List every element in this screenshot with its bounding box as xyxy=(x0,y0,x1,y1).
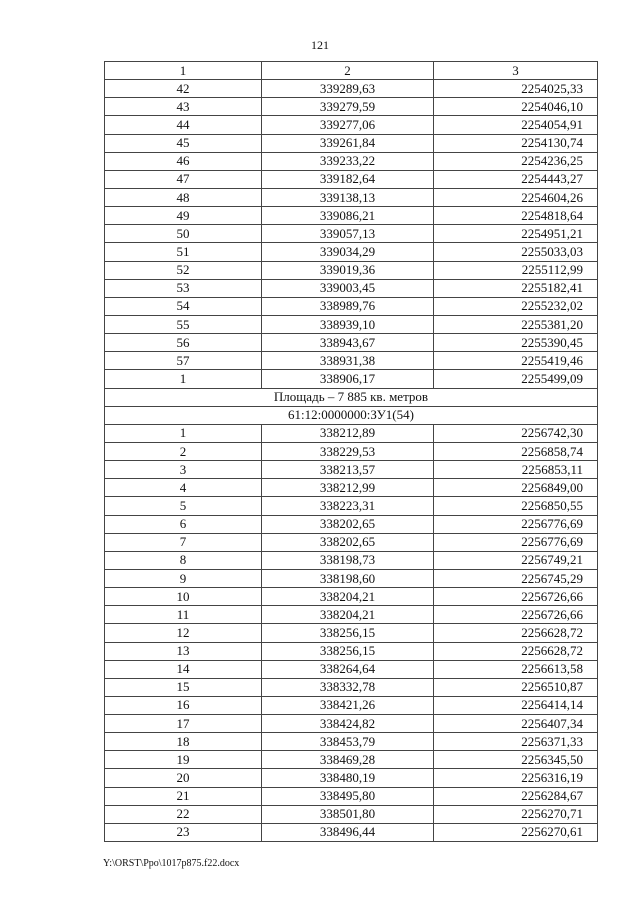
area-caption-row xyxy=(105,388,598,406)
table-row xyxy=(105,787,598,805)
point-number-cell: 5 xyxy=(105,497,262,515)
x-coordinate-cell: 338212,89 xyxy=(262,424,434,442)
table-row xyxy=(105,805,598,823)
parcel-id-caption: 61:12:0000000:ЗУ1(54) xyxy=(105,406,598,424)
y-coordinate-cell: 2255419,46 xyxy=(434,352,598,370)
y-coordinate-cell: 2255182,41 xyxy=(434,279,598,297)
table-row xyxy=(105,80,598,98)
y-coordinate-cell: 2256628,72 xyxy=(434,624,598,642)
y-coordinate-cell: 2255381,20 xyxy=(434,315,598,333)
table-row xyxy=(105,261,598,279)
point-number-cell: 13 xyxy=(105,642,262,660)
x-coordinate-cell: 338204,21 xyxy=(262,588,434,606)
y-coordinate-cell: 2255033,03 xyxy=(434,243,598,261)
table-row xyxy=(105,660,598,678)
table-row xyxy=(105,116,598,134)
y-coordinate-cell: 2254604,26 xyxy=(434,188,598,206)
table-row xyxy=(105,424,598,442)
point-number-cell: 10 xyxy=(105,588,262,606)
point-number-cell: 4 xyxy=(105,479,262,497)
point-number-cell: 48 xyxy=(105,188,262,206)
x-coordinate-cell: 338943,67 xyxy=(262,334,434,352)
footer-file-path: Y:\ORST\Ppo\1017p875.f22.docx xyxy=(103,858,240,869)
x-coordinate-cell: 338480,19 xyxy=(262,769,434,787)
table-row xyxy=(105,769,598,787)
table-row xyxy=(105,188,598,206)
y-coordinate-cell: 2254236,25 xyxy=(434,152,598,170)
table-row xyxy=(105,352,598,370)
table-row xyxy=(105,225,598,243)
y-coordinate-cell: 2256628,72 xyxy=(434,642,598,660)
table-row xyxy=(105,243,598,261)
y-coordinate-cell: 2256849,00 xyxy=(434,479,598,497)
x-coordinate-cell: 338256,15 xyxy=(262,624,434,642)
table-row xyxy=(105,733,598,751)
point-number-cell: 55 xyxy=(105,315,262,333)
point-number-cell: 16 xyxy=(105,696,262,714)
x-coordinate-cell: 338204,21 xyxy=(262,606,434,624)
point-number-cell: 1 xyxy=(105,370,262,388)
x-coordinate-cell: 339261,84 xyxy=(262,134,434,152)
table-row xyxy=(105,696,598,714)
point-number-cell: 9 xyxy=(105,569,262,587)
x-coordinate-cell: 338453,79 xyxy=(262,733,434,751)
parcel-id-caption-row xyxy=(105,406,598,424)
x-coordinate-cell: 338198,73 xyxy=(262,551,434,569)
table-row xyxy=(105,497,598,515)
x-coordinate-cell: 339233,22 xyxy=(262,152,434,170)
point-number-cell: 23 xyxy=(105,823,262,841)
y-coordinate-cell: 2256371,33 xyxy=(434,733,598,751)
point-number-cell: 19 xyxy=(105,751,262,769)
y-coordinate-cell: 2256270,71 xyxy=(434,805,598,823)
x-coordinate-cell: 338212,99 xyxy=(262,479,434,497)
y-coordinate-cell: 2256345,50 xyxy=(434,751,598,769)
table-header-row xyxy=(105,62,598,80)
table-row xyxy=(105,98,598,116)
table-row xyxy=(105,588,598,606)
table-row xyxy=(105,315,598,333)
table-row xyxy=(105,515,598,533)
table-row xyxy=(105,207,598,225)
point-number-cell: 47 xyxy=(105,170,262,188)
x-coordinate-cell: 338501,80 xyxy=(262,805,434,823)
x-coordinate-cell: 338198,60 xyxy=(262,569,434,587)
table-row xyxy=(105,170,598,188)
y-coordinate-cell: 2256613,58 xyxy=(434,660,598,678)
y-coordinate-cell: 2256316,19 xyxy=(434,769,598,787)
point-number-cell: 2 xyxy=(105,442,262,460)
y-coordinate-cell: 2256742,30 xyxy=(434,424,598,442)
point-number-cell: 42 xyxy=(105,80,262,98)
y-coordinate-cell: 2256270,61 xyxy=(434,823,598,841)
x-coordinate-cell: 338332,78 xyxy=(262,678,434,696)
x-coordinate-cell: 338931,38 xyxy=(262,352,434,370)
y-coordinate-cell: 2256749,21 xyxy=(434,551,598,569)
point-number-cell: 11 xyxy=(105,606,262,624)
table-row xyxy=(105,370,598,388)
y-coordinate-cell: 2254025,33 xyxy=(434,80,598,98)
x-coordinate-cell: 338496,44 xyxy=(262,823,434,841)
y-coordinate-cell: 2256726,66 xyxy=(434,588,598,606)
x-coordinate-cell: 339003,45 xyxy=(262,279,434,297)
y-coordinate-cell: 2255232,02 xyxy=(434,297,598,315)
x-coordinate-cell: 338421,26 xyxy=(262,696,434,714)
x-coordinate-cell: 338202,65 xyxy=(262,533,434,551)
point-number-cell: 44 xyxy=(105,116,262,134)
header-col-1: 1 xyxy=(105,62,262,80)
x-coordinate-cell: 338202,65 xyxy=(262,515,434,533)
y-coordinate-cell: 2254046,10 xyxy=(434,98,598,116)
point-number-cell: 17 xyxy=(105,715,262,733)
point-number-cell: 12 xyxy=(105,624,262,642)
table-row xyxy=(105,152,598,170)
x-coordinate-cell: 339279,59 xyxy=(262,98,434,116)
y-coordinate-cell: 2256414,14 xyxy=(434,696,598,714)
point-number-cell: 45 xyxy=(105,134,262,152)
y-coordinate-cell: 2255499,09 xyxy=(434,370,598,388)
point-number-cell: 43 xyxy=(105,98,262,116)
table-row xyxy=(105,624,598,642)
x-coordinate-cell: 339182,64 xyxy=(262,170,434,188)
point-number-cell: 52 xyxy=(105,261,262,279)
table-row xyxy=(105,297,598,315)
x-coordinate-cell: 338469,28 xyxy=(262,751,434,769)
table-row xyxy=(105,823,598,841)
area-caption: Площадь – 7 885 кв. метров xyxy=(105,388,598,406)
x-coordinate-cell: 338229,53 xyxy=(262,442,434,460)
x-coordinate-cell: 339086,21 xyxy=(262,207,434,225)
x-coordinate-cell: 338264,64 xyxy=(262,660,434,678)
x-coordinate-cell: 339138,13 xyxy=(262,188,434,206)
point-number-cell: 1 xyxy=(105,424,262,442)
y-coordinate-cell: 2256776,69 xyxy=(434,515,598,533)
point-number-cell: 21 xyxy=(105,787,262,805)
x-coordinate-cell: 339289,63 xyxy=(262,80,434,98)
y-coordinate-cell: 2254443,27 xyxy=(434,170,598,188)
header-col-2: 2 xyxy=(262,62,434,80)
table-row xyxy=(105,134,598,152)
table-row xyxy=(105,442,598,460)
table-row xyxy=(105,334,598,352)
table-row xyxy=(105,461,598,479)
point-number-cell: 8 xyxy=(105,551,262,569)
y-coordinate-cell: 2256858,74 xyxy=(434,442,598,460)
y-coordinate-cell: 2256776,69 xyxy=(434,533,598,551)
point-number-cell: 14 xyxy=(105,660,262,678)
point-number-cell: 6 xyxy=(105,515,262,533)
table-row xyxy=(105,715,598,733)
point-number-cell: 51 xyxy=(105,243,262,261)
x-coordinate-cell: 339034,29 xyxy=(262,243,434,261)
point-number-cell: 49 xyxy=(105,207,262,225)
y-coordinate-cell: 2254818,64 xyxy=(434,207,598,225)
y-coordinate-cell: 2254951,21 xyxy=(434,225,598,243)
table-row xyxy=(105,642,598,660)
x-coordinate-cell: 338223,31 xyxy=(262,497,434,515)
x-coordinate-cell: 338424,82 xyxy=(262,715,434,733)
table-row xyxy=(105,751,598,769)
x-coordinate-cell: 339019,36 xyxy=(262,261,434,279)
table-row xyxy=(105,678,598,696)
x-coordinate-cell: 338939,10 xyxy=(262,315,434,333)
y-coordinate-cell: 2256510,87 xyxy=(434,678,598,696)
y-coordinate-cell: 2256407,34 xyxy=(434,715,598,733)
y-coordinate-cell: 2254130,74 xyxy=(434,134,598,152)
x-coordinate-cell: 338495,80 xyxy=(262,787,434,805)
point-number-cell: 15 xyxy=(105,678,262,696)
point-number-cell: 53 xyxy=(105,279,262,297)
point-number-cell: 54 xyxy=(105,297,262,315)
point-number-cell: 3 xyxy=(105,461,262,479)
table-row xyxy=(105,551,598,569)
table-row xyxy=(105,533,598,551)
page-number: 121 xyxy=(311,38,329,52)
header-col-3: 3 xyxy=(434,62,598,80)
y-coordinate-cell: 2256850,55 xyxy=(434,497,598,515)
coordinates-table xyxy=(104,61,598,842)
y-coordinate-cell: 2255390,45 xyxy=(434,334,598,352)
point-number-cell: 46 xyxy=(105,152,262,170)
x-coordinate-cell: 339277,06 xyxy=(262,116,434,134)
point-number-cell: 22 xyxy=(105,805,262,823)
point-number-cell: 7 xyxy=(105,533,262,551)
y-coordinate-cell: 2256745,29 xyxy=(434,569,598,587)
x-coordinate-cell: 339057,13 xyxy=(262,225,434,243)
point-number-cell: 50 xyxy=(105,225,262,243)
x-coordinate-cell: 338989,76 xyxy=(262,297,434,315)
table-row xyxy=(105,569,598,587)
x-coordinate-cell: 338906,17 xyxy=(262,370,434,388)
coordinates-table-body xyxy=(105,62,598,842)
x-coordinate-cell: 338213,57 xyxy=(262,461,434,479)
point-number-cell: 57 xyxy=(105,352,262,370)
y-coordinate-cell: 2256726,66 xyxy=(434,606,598,624)
table-row xyxy=(105,279,598,297)
y-coordinate-cell: 2255112,99 xyxy=(434,261,598,279)
x-coordinate-cell: 338256,15 xyxy=(262,642,434,660)
y-coordinate-cell: 2256853,11 xyxy=(434,461,598,479)
table-row xyxy=(105,479,598,497)
point-number-cell: 20 xyxy=(105,769,262,787)
point-number-cell: 18 xyxy=(105,733,262,751)
point-number-cell: 56 xyxy=(105,334,262,352)
y-coordinate-cell: 2256284,67 xyxy=(434,787,598,805)
y-coordinate-cell: 2254054,91 xyxy=(434,116,598,134)
table-row xyxy=(105,606,598,624)
